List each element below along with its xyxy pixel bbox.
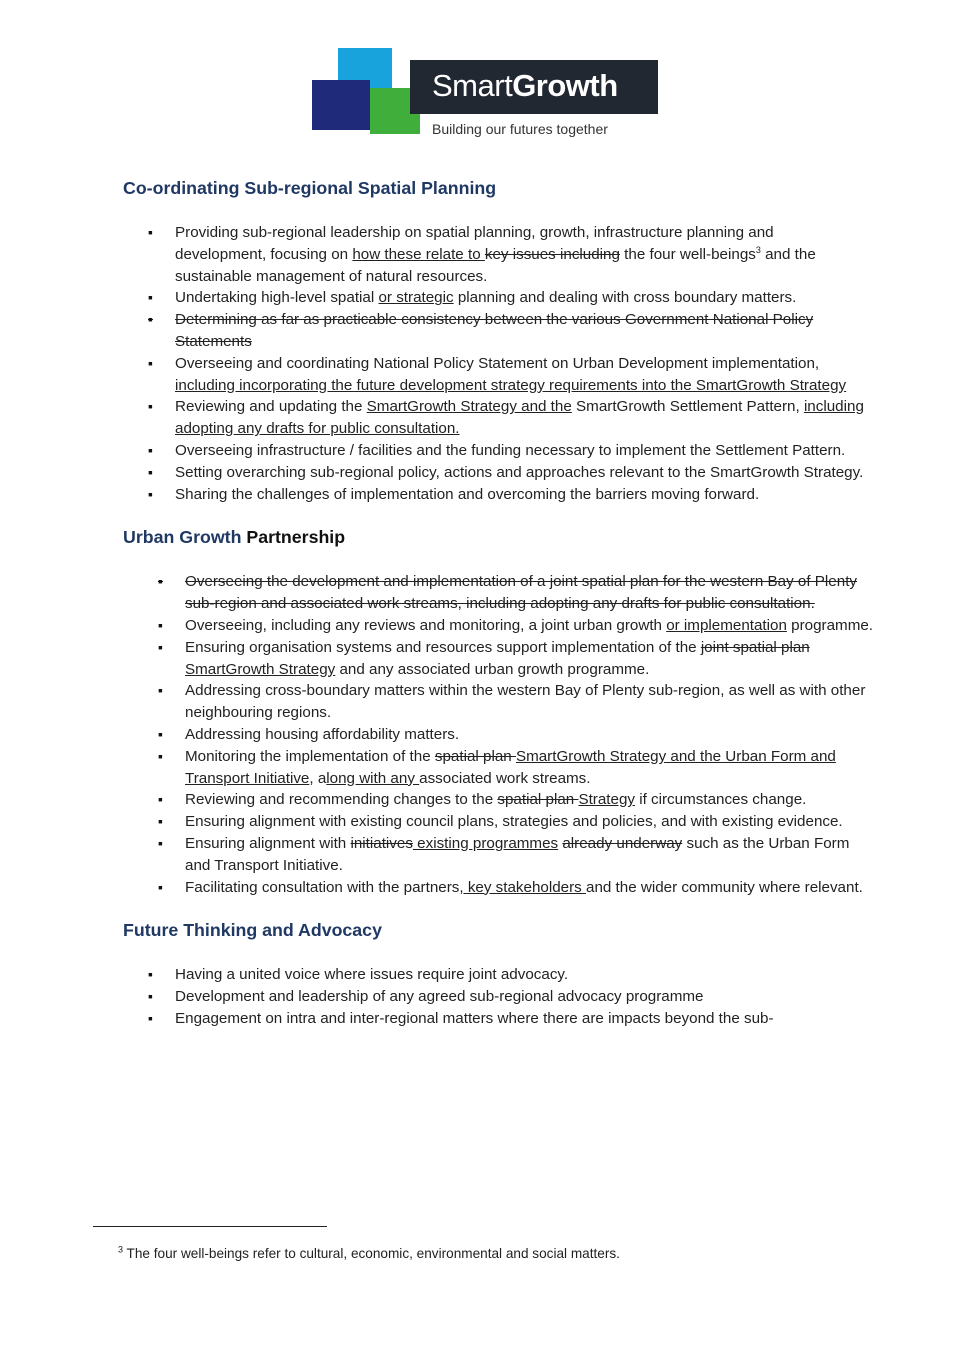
- document-body: [123, 178, 883, 1030]
- urban-growth-list: [185, 571, 875, 898]
- navy-cube-graphic: [312, 80, 370, 130]
- list-item: ▪ Ensuring alignment with existing council plans, strategies and policies, and with existing evidence.: [185, 811, 875, 833]
- list-item: ▪ Development and leadership of any agreed sub-regional advocacy programme: [175, 986, 865, 1008]
- list-item-deleted: [175, 309, 865, 353]
- logo-word-smart: Smart: [432, 68, 513, 103]
- inserted-text: or strategic: [378, 289, 454, 307]
- future-thinking-list: [175, 964, 865, 1029]
- deleted-text: spatial plan: [434, 747, 516, 765]
- footnote-separator: [93, 1226, 327, 1227]
- inserted-text: or implementation: [666, 616, 787, 634]
- inserted-text: including adopting any drafts for public consultation.: [175, 398, 864, 438]
- list-item: ▪ Reviewing and recommending changes to the spatial plan Strategy if circumstances change.: [185, 789, 875, 811]
- logo-wordmark: [432, 68, 618, 104]
- inserted-text: SmartGrowth Strategy and the Urban Form and Transport Initiative: [185, 747, 836, 787]
- section-heading-spatial-planning: Co-ordinating Sub-regional Spatial Planning: [123, 178, 497, 198]
- footnote: $^3$ The four well-beings refer to cultural, economic, environmental and social matters.: [118, 1244, 620, 1261]
- inserted-text: Strategy: [578, 791, 635, 809]
- logo-word-growth: Growth: [512, 68, 618, 103]
- deleted-text: joint spatial plan: [700, 638, 810, 656]
- list-item: ▪ Monitoring the implementation of the spatial plan SmartGrowth Strategy and the Urban Form and Transport Initiative, along with any associated work streams.: [185, 746, 875, 790]
- deleted-text: initiatives: [350, 834, 413, 852]
- inserted-text: existing programmes: [412, 834, 559, 852]
- deleted-text: spatial plan: [497, 791, 579, 809]
- list-item: ▪ Setting overarching sub-regional policy, actions and approaches relevant to the SmartGrowth Strategy.: [175, 462, 865, 484]
- list-item-deleted: [185, 571, 875, 615]
- deleted-text: Determining as far as practicable consistency between the various Government National Policy Statements: [175, 311, 814, 350]
- footnote-marker: 3: [118, 1244, 124, 1255]
- spatial-planning-list: [175, 222, 865, 505]
- list-item: ▪ Overseeing and coordinating National Policy Statement on Urban Development implementation, including incorporating the future development strategy requirements into the SmartGrowth Strategy: [175, 353, 865, 397]
- list-item: ▪ Ensuring organisation systems and resources support implementation of the joint spatial plan SmartGrowth Strategy and any associated urban growth programme.: [185, 637, 875, 681]
- list-item: ▪ Facilitating consultation with the partners, key stakeholders and the wider community where relevant.: [185, 877, 875, 899]
- inserted-text: SmartGrowth Strategy: [185, 660, 336, 678]
- list-item: ▪ Undertaking high-level spatial or strategic planning and dealing with cross boundary matters.: [175, 287, 865, 309]
- list-item: ▪ Ensuring alignment with initiatives existing programmes already underway such as the Urban Form and Transport Initiative.: [185, 833, 875, 877]
- list-item: ▪ Reviewing and updating the SmartGrowth Strategy and the SmartGrowth Settlement Pattern, including adopting any drafts for public consultation.: [175, 396, 865, 440]
- deleted-text: already underway: [562, 834, 683, 852]
- inserted-text: how these relate to: [352, 245, 485, 263]
- logo-tagline: Building our futures together: [432, 121, 608, 137]
- inserted-text: , including incorporating the future development strategy requirements into the SmartGrowth Strategy: [175, 354, 847, 394]
- list-item: ▪ Overseeing infrastructure / facilities and the funding necessary to implement the Settlement Pattern.: [175, 440, 865, 462]
- inserted-text: long with any: [326, 769, 420, 787]
- list-item: ▪ Addressing cross-boundary matters within the western Bay of Plenty sub-region, as well as with other neighbouring regions.: [185, 680, 875, 724]
- inserted-text: , key stakeholders: [459, 878, 586, 896]
- list-item: ▪ Having a united voice where issues require joint advocacy.: [175, 964, 865, 986]
- list-item: ▪ Sharing the challenges of implementation and overcoming the barriers moving forward.: [175, 484, 765, 506]
- list-item: ▪ Addressing housing affordability matters.: [185, 724, 875, 746]
- deleted-text: Overseeing the development and implementation of a joint spatial plan for the western Bay of Plenty sub-region and associated work streams, including adopting any drafts for public consultation.: [185, 573, 858, 613]
- section-heading-urban-growth: Urban Growth Partnership: [123, 527, 346, 548]
- list-item: ▪ Overseeing, including any reviews and monitoring, a joint urban growth or implementation programme.: [185, 615, 875, 637]
- list-item: ▪ Engagement on intra and inter-regional matters where there are impacts beyond the sub-: [175, 1008, 865, 1030]
- deleted-text: key issues including: [484, 245, 620, 263]
- inserted-text: SmartGrowth Strategy and the: [366, 398, 572, 416]
- list-item: ▪ Providing sub-regional leadership on spatial planning, growth, infrastructure planning and development, focusing on how these relate to key issues including the four well-beings$^3$ and the sustainable management of natural resources.: [175, 222, 865, 287]
- smartgrowth-logo: [310, 44, 660, 144]
- footnote-ref: 3: [755, 244, 761, 255]
- section-heading-future-thinking: Future Thinking and Advocacy: [123, 920, 382, 941]
